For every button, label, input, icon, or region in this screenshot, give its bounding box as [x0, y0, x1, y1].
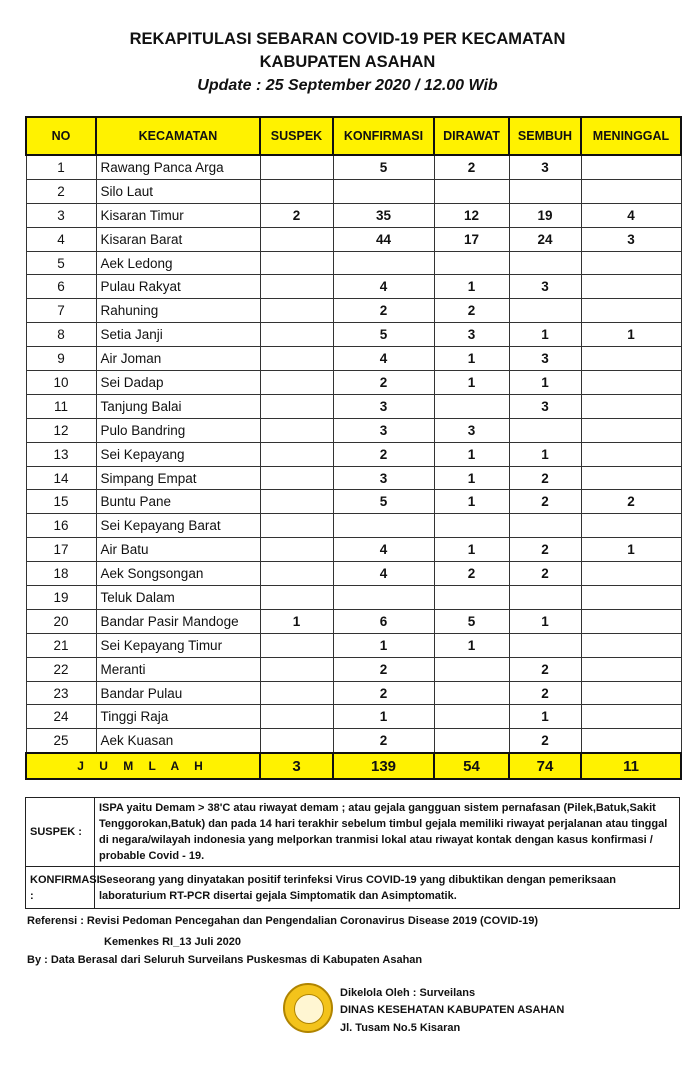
col-header-suspek: SUSPEK: [260, 117, 333, 155]
cell-kecamatan: Pulo Bandring: [96, 418, 260, 442]
cell-meninggal: [581, 633, 681, 657]
table-row: [26, 681, 681, 705]
table-row: [26, 657, 681, 681]
cell-meninggal: [581, 179, 681, 203]
cell-meninggal: [581, 155, 681, 179]
cell-no: 11: [26, 394, 96, 418]
cell-sembuh: [509, 418, 581, 442]
table-row: [26, 418, 681, 442]
cell-no: 8: [26, 323, 96, 347]
table-row: [26, 251, 681, 275]
cell-no: 16: [26, 514, 96, 538]
cell-no: 9: [26, 347, 96, 371]
cell-dirawat: [434, 681, 509, 705]
cell-kecamatan: Rahuning: [96, 299, 260, 323]
cell-konfirmasi: [333, 514, 434, 538]
cell-meninggal: [581, 394, 681, 418]
cell-dirawat: [434, 705, 509, 729]
total-meninggal: 11: [581, 753, 681, 779]
cell-konfirmasi: 35: [333, 203, 434, 227]
table-row: [26, 586, 681, 610]
cell-suspek: [260, 538, 333, 562]
cell-kecamatan: Pulau Rakyat: [96, 275, 260, 299]
cell-dirawat: [434, 394, 509, 418]
cell-sembuh: 3: [509, 155, 581, 179]
cell-no: 12: [26, 418, 96, 442]
cell-sembuh: [509, 179, 581, 203]
cell-konfirmasi: 1: [333, 705, 434, 729]
suspek-definition-label: SUSPEK :: [26, 798, 95, 867]
cell-meninggal: [581, 371, 681, 395]
cell-dirawat: 1: [434, 538, 509, 562]
cell-no: 17: [26, 538, 96, 562]
cell-suspek: 2: [260, 203, 333, 227]
cell-kecamatan: Air Joman: [96, 347, 260, 371]
cell-konfirmasi: 6: [333, 609, 434, 633]
table-row: [26, 299, 681, 323]
cell-sembuh: [509, 633, 581, 657]
cell-suspek: [260, 562, 333, 586]
table-row: [26, 442, 681, 466]
cell-suspek: [260, 179, 333, 203]
cell-kecamatan: Aek Ledong: [96, 251, 260, 275]
cell-sembuh: 3: [509, 275, 581, 299]
cell-suspek: [260, 681, 333, 705]
cell-no: 4: [26, 227, 96, 251]
cell-meninggal: [581, 681, 681, 705]
suspek-definition-text: ISPA yaitu Demam > 38'C atau riwayat demam ; atau gejala gangguan sistem pernafasan (Pilek,Batuk,Sakit Tenggorokan,Batuk) dan pada 14 hari terakhir sebelum timbul gejala memiliki riwayat perjalanan atau tinggal di negara/wilayah indonesia yang melporkan tranmisi lokal atau riwayat kontak dengan kasus konfirmasi / probable Covid - 19.: [95, 798, 680, 867]
cell-dirawat: 3: [434, 323, 509, 347]
cell-konfirmasi: 2: [333, 729, 434, 753]
cell-no: 7: [26, 299, 96, 323]
cell-dirawat: 1: [434, 466, 509, 490]
cell-konfirmasi: 4: [333, 275, 434, 299]
page-subtitle: KABUPATEN ASAHAN: [259, 53, 436, 71]
cell-kecamatan: Sei Kepayang Barat: [96, 514, 260, 538]
cell-no: 1: [26, 155, 96, 179]
cell-suspek: 1: [260, 609, 333, 633]
cell-no: 18: [26, 562, 96, 586]
cell-konfirmasi: 2: [333, 657, 434, 681]
cell-konfirmasi: [333, 179, 434, 203]
total-row: [26, 753, 681, 779]
footer-managed-by: Dikelola Oleh : Surveilans: [340, 987, 476, 999]
cell-suspek: [260, 586, 333, 610]
col-header-meninggal: MENINGGAL: [581, 117, 681, 155]
cell-meninggal: 2: [581, 490, 681, 514]
cell-dirawat: 1: [434, 633, 509, 657]
cell-konfirmasi: 1: [333, 633, 434, 657]
cell-dirawat: 12: [434, 203, 509, 227]
cell-kecamatan: Kisaran Barat: [96, 227, 260, 251]
cell-sembuh: 2: [509, 490, 581, 514]
cell-no: 14: [26, 466, 96, 490]
col-header-kecamatan: KECAMATAN: [96, 117, 260, 155]
cell-suspek: [260, 371, 333, 395]
cell-meninggal: [581, 705, 681, 729]
cell-no: 3: [26, 203, 96, 227]
cell-sembuh: 3: [509, 347, 581, 371]
cell-dirawat: 1: [434, 442, 509, 466]
cell-sembuh: 2: [509, 466, 581, 490]
cell-dirawat: 17: [434, 227, 509, 251]
table-row: [26, 394, 681, 418]
cell-meninggal: [581, 299, 681, 323]
table-row: [26, 323, 681, 347]
cell-sembuh: 2: [509, 657, 581, 681]
cell-sembuh: 1: [509, 371, 581, 395]
cell-sembuh: 19: [509, 203, 581, 227]
reference-line: Referensi : Revisi Pedoman Pencegahan dan Pengendalian Coronavirus Disease 2019 (COVID-19): [27, 915, 539, 927]
cell-suspek: [260, 418, 333, 442]
cell-dirawat: [434, 729, 509, 753]
cell-meninggal: 1: [581, 323, 681, 347]
cell-dirawat: 1: [434, 490, 509, 514]
cell-konfirmasi: 2: [333, 371, 434, 395]
total-suspek: 3: [260, 753, 333, 779]
cell-kecamatan: Sei Kepayang Timur: [96, 633, 260, 657]
table-row: [26, 562, 681, 586]
table-row: [26, 227, 681, 251]
table-row: [26, 203, 681, 227]
cell-meninggal: [581, 466, 681, 490]
cell-no: 19: [26, 586, 96, 610]
cell-meninggal: 3: [581, 227, 681, 251]
footer-agency: DINAS KESEHATAN KABUPATEN ASAHAN: [340, 1004, 565, 1016]
cell-dirawat: [434, 251, 509, 275]
cell-konfirmasi: 2: [333, 681, 434, 705]
cell-no: 2: [26, 179, 96, 203]
reference-source: Kemenkes RI_13 Juli 2020: [104, 936, 241, 948]
cell-meninggal: [581, 562, 681, 586]
cell-kecamatan: Sei Dadap: [96, 371, 260, 395]
cell-meninggal: [581, 514, 681, 538]
suspek-definition-row: [26, 798, 680, 867]
cell-dirawat: 2: [434, 299, 509, 323]
cell-sembuh: 1: [509, 705, 581, 729]
definitions-table: [25, 797, 680, 909]
table-row: [26, 275, 681, 299]
cell-suspek: [260, 251, 333, 275]
cell-kecamatan: Meranti: [96, 657, 260, 681]
table-row: [26, 609, 681, 633]
cell-suspek: [260, 299, 333, 323]
cell-no: 21: [26, 633, 96, 657]
cell-meninggal: [581, 586, 681, 610]
cell-konfirmasi: 4: [333, 538, 434, 562]
cell-kecamatan: Buntu Pane: [96, 490, 260, 514]
cell-kecamatan: Setia Janji: [96, 323, 260, 347]
cell-meninggal: [581, 347, 681, 371]
table-row: [26, 538, 681, 562]
cell-suspek: [260, 466, 333, 490]
cell-kecamatan: Rawang Panca Arga: [96, 155, 260, 179]
cell-konfirmasi: 2: [333, 299, 434, 323]
cell-suspek: [260, 347, 333, 371]
cell-no: 13: [26, 442, 96, 466]
cell-konfirmasi: 5: [333, 490, 434, 514]
cell-sembuh: [509, 586, 581, 610]
cell-suspek: [260, 705, 333, 729]
page-title: REKAPITULASI SEBARAN COVID-19 PER KECAMATAN: [129, 30, 566, 48]
cell-konfirmasi: 3: [333, 466, 434, 490]
total-dirawat: 54: [434, 753, 509, 779]
cell-no: 6: [26, 275, 96, 299]
cell-no: 10: [26, 371, 96, 395]
table-header-row: [26, 117, 681, 155]
konfirmasi-definition-row: [26, 867, 680, 909]
konfirmasi-definition-label: KONFIRMASI :: [26, 867, 95, 909]
cell-kecamatan: Bandar Pulau: [96, 681, 260, 705]
cell-no: 20: [26, 609, 96, 633]
cell-no: 5: [26, 251, 96, 275]
cell-konfirmasi: 2: [333, 442, 434, 466]
footer-address: Jl. Tusam No.5 Kisaran: [340, 1022, 461, 1034]
cell-sembuh: 2: [509, 681, 581, 705]
cell-suspek: [260, 323, 333, 347]
table-row: [26, 514, 681, 538]
cell-sembuh: [509, 514, 581, 538]
cell-dirawat: 1: [434, 275, 509, 299]
cell-suspek: [260, 490, 333, 514]
cell-konfirmasi: 44: [333, 227, 434, 251]
cell-suspek: [260, 275, 333, 299]
cell-kecamatan: Sei Kepayang: [96, 442, 260, 466]
cell-no: 22: [26, 657, 96, 681]
cell-dirawat: 1: [434, 347, 509, 371]
cell-no: 24: [26, 705, 96, 729]
data-source-note: By : Data Berasal dari Seluruh Surveilans Puskesmas di Kabupaten Asahan: [27, 954, 423, 966]
konfirmasi-definition-text: Seseorang yang dinyatakan positif terinfeksi Virus COVID-19 yang dibuktikan dengan pemeriksaan laboraturium RT-PCR disertai gejala Simptomatik dan Asimptomatik.: [95, 867, 680, 909]
cell-kecamatan: Silo Laut: [96, 179, 260, 203]
table-row: [26, 347, 681, 371]
cell-konfirmasi: [333, 251, 434, 275]
col-header-dirawat: DIRAWAT: [434, 117, 509, 155]
total-label: J U M L A H: [26, 753, 260, 779]
col-header-no: NO: [26, 117, 96, 155]
cell-dirawat: 2: [434, 562, 509, 586]
total-sembuh: 74: [509, 753, 581, 779]
cell-konfirmasi: 5: [333, 155, 434, 179]
total-konfirmasi: 139: [333, 753, 434, 779]
cell-dirawat: [434, 179, 509, 203]
cell-meninggal: [581, 609, 681, 633]
table-row: [26, 155, 681, 179]
table-row: [26, 371, 681, 395]
cell-sembuh: 2: [509, 538, 581, 562]
cell-meninggal: [581, 657, 681, 681]
cell-kecamatan: Aek Songsongan: [96, 562, 260, 586]
table-row: [26, 705, 681, 729]
cell-suspek: [260, 633, 333, 657]
cell-konfirmasi: 4: [333, 347, 434, 371]
cell-no: 25: [26, 729, 96, 753]
cell-dirawat: 3: [434, 418, 509, 442]
table-row: [26, 729, 681, 753]
cell-kecamatan: Kisaran Timur: [96, 203, 260, 227]
cell-sembuh: [509, 299, 581, 323]
cell-suspek: [260, 394, 333, 418]
cell-sembuh: [509, 251, 581, 275]
cell-meninggal: [581, 251, 681, 275]
cell-suspek: [260, 514, 333, 538]
cell-kecamatan: Bandar Pasir Mandoge: [96, 609, 260, 633]
cell-kecamatan: Tinggi Raja: [96, 705, 260, 729]
cell-no: 15: [26, 490, 96, 514]
cell-sembuh: 3: [509, 394, 581, 418]
cell-kecamatan: Air Batu: [96, 538, 260, 562]
cell-konfirmasi: 3: [333, 418, 434, 442]
dinkes-logo-icon: [283, 983, 333, 1033]
cell-dirawat: 2: [434, 155, 509, 179]
covid-recap-table: [25, 116, 682, 780]
cell-sembuh: 1: [509, 323, 581, 347]
cell-suspek: [260, 657, 333, 681]
cell-konfirmasi: 5: [333, 323, 434, 347]
cell-kecamatan: Teluk Dalam: [96, 586, 260, 610]
cell-suspek: [260, 729, 333, 753]
cell-sembuh: 1: [509, 442, 581, 466]
col-header-konfirmasi: KONFIRMASI: [333, 117, 434, 155]
cell-suspek: [260, 155, 333, 179]
cell-sembuh: 2: [509, 562, 581, 586]
table-row: [26, 466, 681, 490]
cell-sembuh: 24: [509, 227, 581, 251]
cell-meninggal: 4: [581, 203, 681, 227]
table-row: [26, 490, 681, 514]
cell-konfirmasi: 4: [333, 562, 434, 586]
cell-no: 23: [26, 681, 96, 705]
cell-meninggal: [581, 275, 681, 299]
cell-sembuh: 1: [509, 609, 581, 633]
col-header-sembuh: SEMBUH: [509, 117, 581, 155]
cell-meninggal: 1: [581, 538, 681, 562]
cell-meninggal: [581, 729, 681, 753]
table-row: [26, 179, 681, 203]
cell-dirawat: 1: [434, 371, 509, 395]
table-row: [26, 633, 681, 657]
cell-kecamatan: Aek Kuasan: [96, 729, 260, 753]
cell-kecamatan: Simpang Empat: [96, 466, 260, 490]
cell-dirawat: [434, 586, 509, 610]
table-body: [26, 155, 681, 753]
cell-meninggal: [581, 418, 681, 442]
cell-dirawat: [434, 514, 509, 538]
update-timestamp: Update : 25 September 2020 / 12.00 Wib: [197, 77, 498, 94]
cell-dirawat: [434, 657, 509, 681]
cell-suspek: [260, 227, 333, 251]
cell-suspek: [260, 442, 333, 466]
cell-kecamatan: Tanjung Balai: [96, 394, 260, 418]
cell-konfirmasi: [333, 586, 434, 610]
cell-sembuh: 2: [509, 729, 581, 753]
cell-konfirmasi: 3: [333, 394, 434, 418]
cell-meninggal: [581, 442, 681, 466]
cell-dirawat: 5: [434, 609, 509, 633]
